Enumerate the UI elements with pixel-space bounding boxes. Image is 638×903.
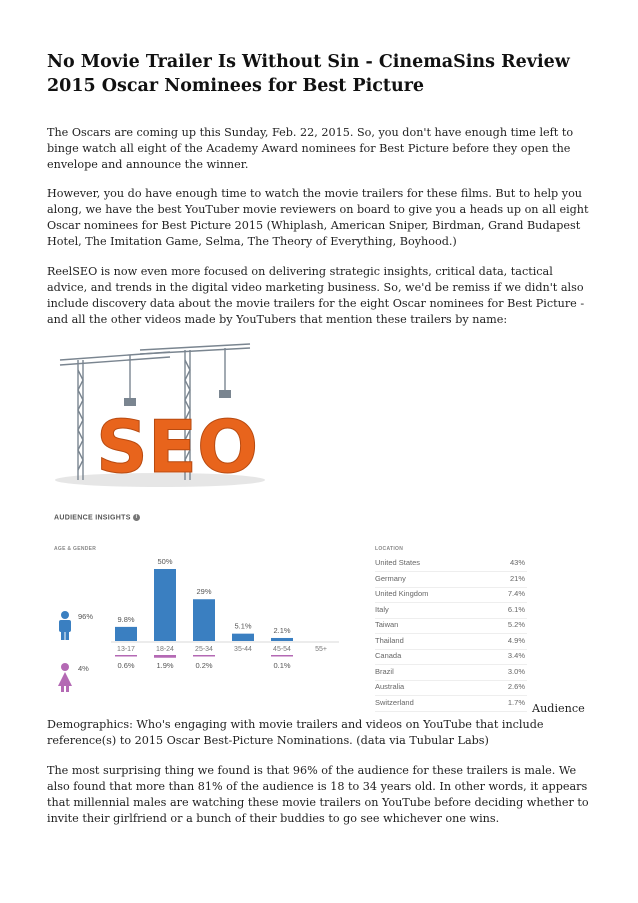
age-tick-label: 13-17: [117, 646, 135, 653]
female-icon: [58, 663, 72, 692]
age-tick-label: 55+: [315, 646, 327, 653]
location-value: 2.6%: [507, 682, 525, 691]
location-row: [375, 618, 527, 634]
location-row: [375, 556, 527, 572]
location-value: 5.2%: [507, 620, 525, 629]
location-value: 21%: [509, 573, 525, 583]
location-name: United States: [375, 558, 421, 567]
male-bar: [271, 638, 293, 641]
location-name: Germany: [375, 573, 406, 583]
male-bar-label: 5.1%: [234, 621, 252, 631]
location-value: 1.7%: [507, 697, 525, 707]
female-percent: 4%: [78, 664, 89, 673]
male-bar-label: 9.8%: [117, 614, 135, 624]
female-bar-label: 0.6%: [117, 661, 135, 670]
age-gender-heading: AGE & GENDER: [54, 546, 97, 552]
female-bar: [271, 655, 293, 657]
age-tick-label: 18-24: [156, 646, 174, 653]
location-value: 7.4%: [507, 589, 525, 598]
paragraph-reelseo: ReelSEO is now even more focused on delivering strategic insights, critical data, tactical advice, and trends in the digital video marketing business. So, we'd be remiss if we didn't also include discovery data about the movie trailers for the eight Oscar nominees for Best Picture - and all the other videos made by YouTubers that mention these trailers by name:: [47, 265, 585, 326]
location-row: [375, 572, 527, 588]
location-value: 43%: [509, 558, 525, 567]
age-tick-label: 35-44: [234, 646, 252, 653]
location-row: [375, 587, 527, 603]
location-name: Taiwan: [375, 620, 399, 629]
paragraph-trailers: However, you do have enough time to watch the movie trailers for these films. But to help you along, we have the best YouTuber movie reviewers on board to give you a heads up on all eight Oscar nominees for Best Picture 2015 (Whiplash, American Sniper, Birdman, Grand Budapest Hotel, The Imitation Game, Selma, The Theory of Everything, Boyhood.): [47, 187, 589, 248]
location-name: United Kingdom: [375, 589, 429, 598]
location-value: 3.0%: [507, 666, 525, 676]
male-bar-label: 50%: [157, 557, 173, 566]
location-name: Italy: [375, 604, 389, 614]
location-name: Australia: [375, 682, 405, 691]
seo-letters: SEO: [96, 405, 259, 489]
female-bar-label: 0.1%: [273, 661, 291, 670]
location-row: [375, 665, 527, 681]
location-name: Switzerland: [375, 697, 414, 707]
location-name: Canada: [375, 651, 402, 660]
female-bar: [115, 655, 137, 657]
location-value: 6.1%: [507, 604, 525, 614]
paragraph-intro: The Oscars are coming up this Sunday, Feb. 22, 2015. So, you don't have enough time left to binge watch all eight of the Academy Award nominees for Best Picture before they open the envelope and announce the winner.: [47, 126, 574, 171]
location-row: [375, 634, 527, 650]
age-tick-label: 45-54: [273, 646, 291, 653]
male-percent: 96%: [78, 612, 94, 621]
female-bar-label: 1.9%: [156, 661, 174, 670]
article-title: No Movie Trailer Is Without Sin - CinemaSins Review 2015 Oscar Nominees for Best Picture: [47, 52, 570, 96]
male-bar: [154, 569, 176, 641]
location-heading: LOCATION: [375, 546, 404, 552]
male-bar: [232, 634, 254, 641]
audience-insights-panel: [50, 508, 530, 713]
location-value: 3.4%: [507, 651, 525, 660]
male-icon: [59, 611, 71, 640]
female-bar-label: 0.2%: [195, 661, 213, 670]
location-row: [375, 680, 527, 696]
location-name: Brazil: [375, 666, 394, 676]
image-caption: Demographics: Who's engaging with movie trailers and videos on YouTube that include reference(s) to 2015 Oscar Best-Picture Nominations. (data via Tubular Labs): [47, 718, 544, 747]
caption-tail: Audience: [532, 702, 585, 715]
location-name: Thailand: [375, 635, 404, 645]
info-icon[interactable]: i: [133, 514, 140, 521]
age-gender-chart: [50, 553, 360, 713]
male-bar: [115, 627, 137, 641]
location-row: [375, 649, 527, 665]
location-row: [375, 696, 527, 712]
insights-title: AUDIENCE INSIGHTS i: [54, 514, 140, 521]
location-row: [375, 603, 527, 619]
male-bar-label: 2.1%: [273, 625, 291, 635]
female-bar: [154, 655, 176, 658]
age-tick-label: 25-34: [195, 646, 213, 653]
paragraph-closing: The most surprising thing we found is that 96% of the audience for these trailers is male. We also found that more than 81% of the audience is 18 to 34 years old. In other words, it appears that millennial males are watching these movie trailers on YouTube before deciding whether to invite their girlfriend or a bunch of their buddies to go see whichever one wins.: [47, 764, 589, 825]
male-bar-label: 29%: [196, 587, 212, 597]
seo-illustration: [50, 340, 270, 490]
location-value: 4.9%: [507, 635, 525, 645]
male-bar: [193, 599, 215, 641]
female-bar: [193, 655, 215, 657]
